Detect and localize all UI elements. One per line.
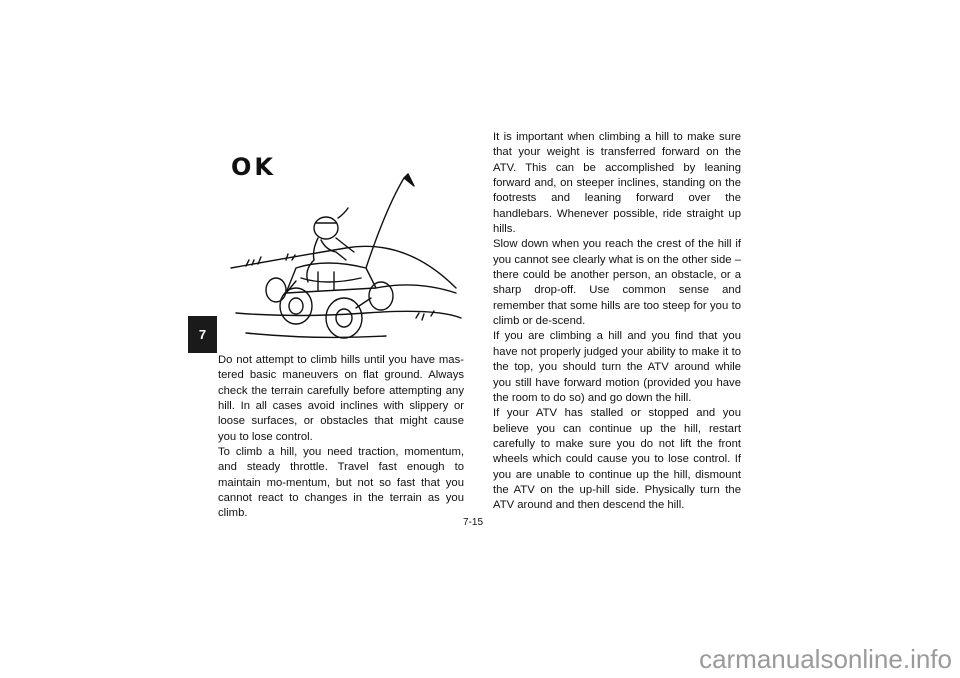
paragraph: If your ATV has stalled or stopped and you believe you can continue up the hill, restart carefully to make sure you do not lift the front wheels which could cause you to lose control. If you are unable to continue up the hill, dismount the ATV on the up-hill side. Physically turn the ATV around and then descend the hill. <box>493 407 741 512</box>
page-number: 7-15 <box>463 517 484 528</box>
paragraph: It is important when climbing a hill to make sure that your weight is transferred forward on the ATV. This can be accomplished by leaning forward and, on steeper inclines, standing on the footrests and leaning forward over the handlebars. Whenever possible, ride straight up hills. <box>493 131 741 236</box>
watermark: carmanualsonline.info <box>699 644 952 674</box>
right-text-column <box>493 130 741 514</box>
illustration-ok-label: OK <box>231 153 276 181</box>
paragraph: If you are climbing a hill and you find that you have not properly judged your ability to make it to the top, you should turn the ATV around while you still have forward motion (provided you have the room to do so) and go down the hill. <box>493 330 741 404</box>
chapter-tab <box>188 316 217 353</box>
paragraph: To climb a hill, you need traction, momentum, and steady throttle. Travel fast enough to maintain mo-mentum, but not so fast that you cannot react to changes in the terrain as you climb. <box>218 446 464 520</box>
paragraph: Do not attempt to climb hills until you have mas-tered basic maneuvers on flat ground. Always check the terrain carefully before attempting any hill. In all cases avoid inclines with slippery or loose surfaces, or obstacles that might cause you to lose control. <box>218 354 464 443</box>
atv-hill-climb-illustration <box>226 168 466 348</box>
chapter-number: 7 <box>198 327 207 342</box>
left-text-column <box>218 353 464 522</box>
paragraph: Slow down when you reach the crest of the hill if you cannot see clearly what is on the other side – there could be another person, an obstacle, or a sharp drop-off. Use common sense and remember that some hills are too steep for you to climb or de-scend. <box>493 238 741 328</box>
